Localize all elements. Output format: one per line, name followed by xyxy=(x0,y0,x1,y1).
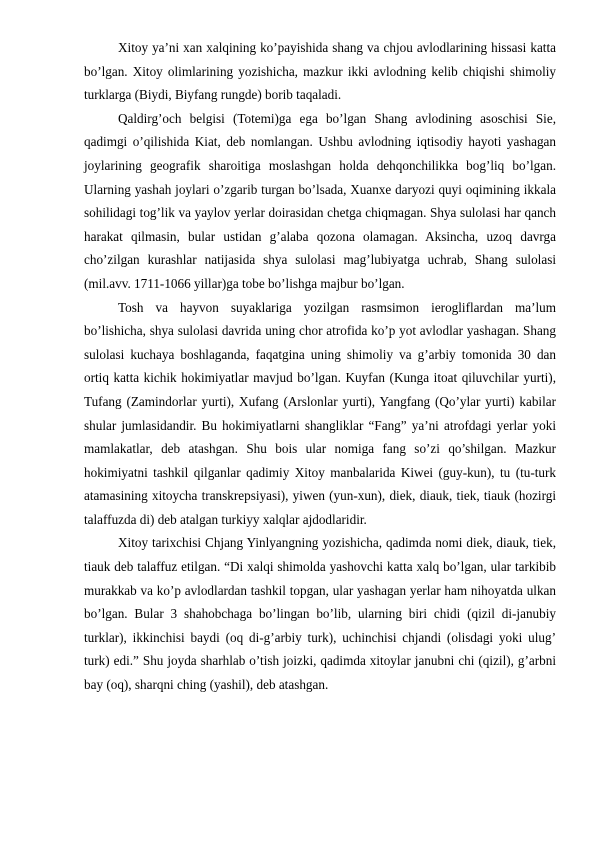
document-page xyxy=(84,36,556,697)
paragraph-1: Xitoy ya’ni xan xalqining ko’payishida shang va chjou avlodlarining hissasi katta bo’lgan. Xitoy olimlarining yozishicha, mazkur ikki avlodning kelib chiqishi shimoliy turklarga (Biydi, Biyfang rungde) borib taqaladi. xyxy=(84,40,556,103)
paragraph-4: Xitoy tarixchisi Chjang Yinlyangning yozishicha, qadimda nomi diek, diauk, tiek, tiauk deb talaffuz etilgan. “Di xalqi shimolda yashovchi katta xalq bo’lgan, ular tarkibib murakkab va ko’p avlodlardan tashkil topgan, ular yashagan yerlar ham nihoyatda ulkan bo’lgan. Bular 3 shahobchaga bo’lingan bo’lib, ularning biri chidi (qizil di-janubiy turklar), ikkinchisi baydi (oq di-g’arbiy turk), uchinchisi chjandi (olisdagi yoki ulug’ turk) edi.” Shu joyda sharhlab o’tish joizki, qadimda xitoylar janubni chi (qizil), g’arbni bay (oq), sharqni ching (yashil), deb atashgan. xyxy=(84,535,556,693)
paragraph-3: Tosh va hayvon suyaklariga yozilgan rasmsimon ierogliflardan ma’lum bo’lishicha, shya sulolasi davrida uning chor atrofida ko’p yot avlodlar yashagan. Shang sulolasi kuchaya boshlaganda, faqatgina uning shimoliy va g’arbiy tomonida 30 dan ortiq katta kichik hokimiyatlar mavjud bo’lgan. Kuyfan (Kunga itoat qiluvchilar yurti), Tufang (Zamindorlar yurti), Xufang (Arslonlar yurti), Yangfang (Qo’ylar yurti) kabilar shular jumlasidandir. Bu hokimiyatlarni shangliklar “Fang” ya’ni atrofdagi yerlar yoki mamlakatlar, deb atashgan. Shu bois ular nomiga fang so’zi qo’shilgan. Mazkur hokimiyatni tashkil qilganlar qadimiy Xitoy manbalarida Kiwei (guy-kun), tu (tu-turk atamasining xitoycha transkrepsiyasi), yiwen (yun-xun), diek, diauk, tiek, tiauk (hozirgi talaffuzda di) deb atalgan turkiyy xalqlar ajdodlaridir. xyxy=(84,299,556,527)
paragraph-2: Qaldirg’och belgisi (Totemi)ga ega bo’lgan Shang avlodining asoschisi Sie, qadimgi o’qilishida Kiat, deb nomlangan. Ushbu avlodning iqtisodiy hayoti yashagan joylarining geografik sharoitiga moslashgan holda dehqonchilikka bog’liq bo’lgan. Ularning yashah joylari o’zgarib turgan bo’lsada, Xuanxe daryozi quyi oqimining ikkala sohilidagi tog’lik va yaylov yerlar doirasidan chetga chiqmagan. Shya sulolasi har qanch harakat qilmasin, bular ustidan g’alaba qozona olamagan. Aksincha, uzoq davrga cho’zilgan kurashlar natijasida shya sulolasi mag’lubiyatga uchrab, Shang sulolasi (mil.avv. 1711-1066 yillar)ga tobe bo’lishga majbur bo’lgan. xyxy=(84,110,556,291)
